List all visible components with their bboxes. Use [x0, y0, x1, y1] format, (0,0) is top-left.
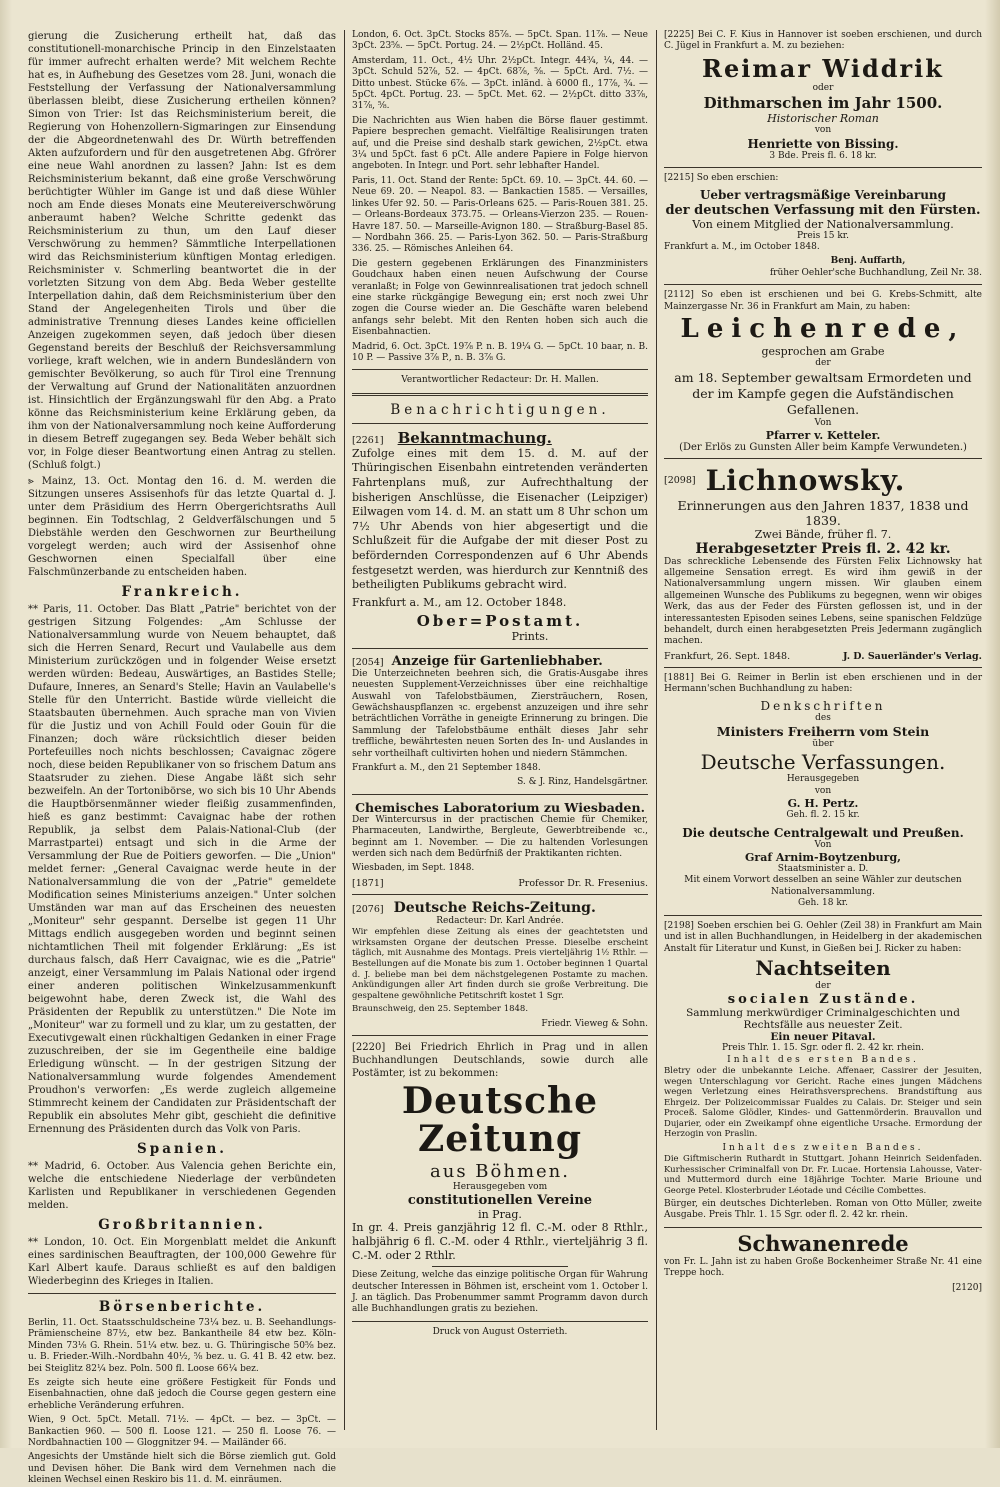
ad-vereinbarung	[664, 173, 982, 279]
ad-intro: [2215] So eben erschien:	[664, 173, 779, 184]
ad-title: Nachtseiten	[755, 955, 891, 980]
ad-line: gesprochen am Grabe	[761, 345, 885, 359]
ad-body: Das schreckliche Lebensende des Fürsten Felix Lichnowsky hat allgemeine Sensation erregt. Es wird ihm gewiß in der Nationalversammlung ungern missen. Wir glauben einem allgemeinen Wunsche des Publikums zu begegnen, wenn wir obiges Werk, das aus der Feder des Fürsten geflossen ist, und in der interessantesten Episoden seines Lebens, seine spanischen Feldzüge behandelt, durch einen herabgesetzten Preis Jedermann zugänglich machen.	[664, 556, 982, 647]
ad-nachtseiten	[664, 921, 982, 1222]
ad-author-2: Graf Arnim-Boytzenburg,	[745, 851, 901, 865]
section-heading-frankreich: Frankreich.	[121, 584, 243, 600]
ad-intro: [2198] Soeben erschien bei G. Oehler (Zeil 38) in Frankfurt am Main und ist in allen Buchhandlungen, in Heidelberg in der akademischen Anstalt für Literatur und Kunst, in Gießen bei J. Ricker zu haben:	[664, 920, 982, 954]
ad-number: [1871]	[352, 877, 384, 889]
ad-signature: S. & J. Rinz, Handelsgärtner.	[517, 777, 648, 788]
divider	[664, 915, 982, 916]
article-paris: ** Paris, 11. October. Das Blatt „Patrie" berichtet von der gestrigen Sitzung Folgendes: „Am Schlusse der Nationalversammlung wurde von Neuem behauptet, daß sich die Herren Senard, Recurt und Vaulabelle aus dem Ministerium zurückzögen und in folgender Weise ersetzt werden würden: Bedeau, Auswärtiges, an Bastides Stelle; Dufaure, Inneres, an Senard's Stelle; Havin an Vaulabelle's Stelle für den Unterricht. Bastide würde vielleicht die Staatsbauten übernehmen. Auch sprache man von Vivien für die Justiz und von Achill Fould oder Gouin für die Finanzen; doch wäre rücksichtlich dieser beiden Portefeuilles noch nichts beschlossen; Cavaignac zögere noch, diese beiden Republikaner von so frischem Datum ans Staatsruder zu ziehen. Diese Angabe läßt sich sehr bezweifeln. An der Tortonibörse, wo sich bis 10 Uhr Abends die Hauptbörsenmänner wieder fleißig zusammenfinden, hieß es ganz bestimmt: Cavaignac habe der rothen Republik, ja selbst dem Palais-National-Club (der Marrastpartei) entsagt und sich in die Arme der Versammlung der Rue de Poitiers geworfen. — Die „Union" meldet ferner: „General Cavaignac werde heute in der Nationalversammlung die von der „Patrie" gemeldete Modification seines Ministeriums anzeigen." Unter solchen Umständen war man auf das Erscheinen des neuesten „Moniteur" sehr gespannt. Derselbe ist gegen 11 Uhr Mittags endlich ausgegeben worden und beginnt seinen nichtamtlichen Theil mit folgender Erklärung: „Es ist durchaus falsch, daß Herr Cavaignac, wie es die „Patrie" anzeigt, einer Versammlung im Palais National oder irgend einer anderen politischen Winkelzusammenkunft beigewohnt habe, deren Zweck ist, die Wahl des Präsidenten der Republik zu unterstützen." Die Note im „Moniteur" war zu formell und zu klar, um zu gestatten, der Executivgewalt einen rückhaltigen Gedanken in einer Frage zuzuschreiben, der sie im Gegentheile eine baldige Erledigung wünscht. — In der gestrigen Sitzung der Nationalversammlung wurde folgendes Amendement Proudhon's verworfen: „Es werde zugleich allgemeine Stimmrecht keinem der Candidaten zur Präsidentschaft der Republik ein absolutes Mehr gibt, geschieht die definitive Ernennung des Präsidenten durch das Volk von Paris.	[28, 604, 336, 1135]
article-london: ** London, 10. Oct. Ein Morgenblatt meldet die Ankunft eines sardinischen Beauftragten, der 100,000 Gewehre für Karl Albert kaufe. Daraus schließt es auf den baldigen Wiederbeginn des Krieges in Italien.	[28, 1237, 336, 1287]
ad-lichnowsky	[664, 464, 982, 662]
column-middle	[352, 30, 648, 1430]
ad-date: Wiesbaden, im Sept. 1848.	[352, 863, 475, 874]
ad-denkschriften	[664, 673, 982, 910]
ad-title-2: Die deutsche Centralgewalt und Preußen.	[682, 825, 964, 840]
divider	[664, 284, 982, 285]
column-right	[664, 30, 982, 1430]
ad-line: Mit einem Vorwort desselben an seine Wähler zur deutschen Nationalversammlung.	[684, 875, 962, 897]
ad-heading: Anzeige für Gartenliebhaber.	[391, 653, 603, 669]
ad-subtitle: socialen Zustände.	[727, 992, 919, 1008]
ad-leichenrede	[664, 290, 982, 453]
ad-heading: Deutsche Reichs-Zeitung.	[393, 899, 596, 916]
ad-line: des	[815, 712, 831, 723]
ad-schwanenrede	[664, 1230, 982, 1294]
ad-number: [2261]	[352, 434, 384, 446]
ad-intro: [1881] Bei G. Reimer in Berlin ist eben erschienen und in der Hermann'schen Buchhandlung zu haben:	[664, 672, 982, 695]
report-berlin: Berlin, 11. Oct. Staatsschuldscheine 73¼ bez. u. B. Seehandlungs-Prämienscheine 87½, etw bez. Bankantheile 84 etw bez. Köln-Minden 73⅛ G. Rhein. 51¼ etw. bez. u. G. Thüringische 50⅝ bez. u. B. Frieder.-Wilh.-Nordbahn 40½, ⅝ bez. u. G. 41 B. 42 etw. bez. bei Steiglitz 82¼ bez. Poln. 500 fl. Loose 66¼ bez.	[28, 1318, 336, 1374]
divider	[352, 369, 648, 370]
ad-line: Ministers Freiherrn vom Stein	[716, 724, 930, 740]
ad-body: Bletry oder die unbekannte Leiche. Affenaer, Cassirer der Jesuiten, wegen Unterschlagung vor Gericht. Rache eines jungen Mädchens wegen Verletzung eines Heirathsversprechens. Brandstiftung aus Ehrgeiz. Der Polizeicommissar Fualdes zu Calais. Dr. Steiger und sein Proceß. Salome Glödler, Kindes- und Gattenmörderin. Brauvallon und Dujarier, oder ein Zweikampf ohne eigentliche Ursache. Ermordung der Herzogin von Praslin.	[664, 1066, 982, 1140]
ad-body-2: Die Giftmischerin Ruthardt in Stuttgart. Johann Heinrich Seidenfaden. Kurhessischer Criminalfall von Dr. Fr. Lucae. Hortensia Lahousse, Vater- und Muttermord durch eine 18jährige Tochter. Marie Brioune und George Petel. Klosterbruder Léotade und Cécilie Combettes.	[664, 1154, 982, 1196]
ad-genre: Historischer Roman	[767, 112, 879, 126]
ad-line: am 18. September gewaltsam Ermordeten und der im Kampfe gegen die Aufständischen Gefallenen.	[674, 369, 972, 417]
ad-note: (Der Erlös zu Gunsten Aller beim Kampfe Verwundeten.)	[679, 442, 967, 454]
ad-price: Geh. fl. 2. 15 kr.	[786, 810, 860, 821]
ad-heading: Bekanntmachung.	[397, 428, 552, 447]
divider	[352, 648, 648, 649]
ad-von: von	[814, 125, 832, 136]
ad-von: Von	[814, 417, 832, 428]
ad-date: Frankfurt, 26. Sept. 1848.	[664, 650, 791, 662]
ad-signer: Prints.	[511, 629, 549, 643]
ad-line: über	[812, 739, 834, 750]
article-madrid: ** Madrid, 6. October. Aus Valencia gehen Berichte ein, welche die entschiedene Niederlage der verbündeten Karlisten und Republikaner in verschiedenen Gegenden melden.	[28, 1161, 336, 1211]
divider	[664, 458, 982, 459]
ad-title-line2: aus Böhmen.	[430, 1160, 570, 1182]
divider	[28, 1293, 336, 1294]
ad-place: in Prag.	[478, 1208, 522, 1222]
ad-line: der	[815, 358, 831, 369]
ad-line: Staatsminister a. D.	[777, 864, 869, 875]
article-mainz: ⪢ Mainz, 13. Oct. Montag den 16. d. M. werden die Sitzungen unseres Assisenhofs für das letzte Quartal d. J. unter dem Präsidium des Herrn Obergerichtsraths Aull beginnen. Ein Todtschlag, 2 Geldverfälschungen und 5 Diebstähle werden den Geschwornen zur Beurtheilung vorgelegt werden; auch wird der Assisenhof ohne Geschwornen einen Specialfall über eine Falschmünzerbande zu entscheiden haben.	[28, 476, 336, 578]
divider	[664, 1227, 982, 1228]
section-heading-benachrichtigungen: Benachrichtigungen.	[390, 401, 610, 418]
double-divider	[352, 393, 648, 396]
ad-date: Frankfurt a. M., am 12. October 1848.	[352, 595, 567, 609]
ad-signature: Professor Dr. R. Fresenius.	[518, 877, 648, 889]
ad-title: Leichenrede,	[680, 314, 966, 345]
ad-signature: J. D. Sauerländer's Verlag.	[842, 650, 982, 662]
report-paris-note: Die gestern gegebenen Erklärungen des Finanzministers Goudchaux haben einen neuen Aufschwung der Course veranlaßt; in Folge von Gewinnrealisationen trat jedoch schnell eine starke rückgängige Bewegung ein; erst noch zwei Uhr zogen die Course wieder an. Die Geschäfte waren belebend anfangs sehr belebt. Mit den Renten hoben sich auch die Eisenbahnactien.	[352, 258, 648, 338]
ad-title: Schwanenrede	[737, 1230, 909, 1256]
ad-number: [2120]	[952, 1282, 982, 1293]
ad-heading: Inhalt des ersten Bandes.	[727, 1054, 919, 1065]
divider	[352, 894, 648, 895]
ad-signature: Friedr. Vieweg & Sohn.	[541, 1018, 648, 1029]
report-paris: Paris, 11. Oct. Stand der Rente: 5pCt. 69. 10. — 3pCt. 44. 60. — Neue 69. 20. — Neapol. 83. — Bankactien 1585. — Versailles, linkes Ufer 92. 50. — Paris-Orleans 625. — Paris-Rouen 381. 25. — Orleans-Bordeaux 373.75. — Orleans-Vierzon 235. — Rouen-Havre 187. 50. — Marseille-Avignon 180. — Straßburg-Basel 85. — Nordbahn 366. 25. — Paris-Lyon 362. 50. — Paris-Straßburg 336. 25. — Römisches Anleihen 64.	[352, 175, 648, 255]
ad-subtitle: Von einem Mitglied der Nationalversammlung.	[692, 217, 954, 231]
ad-signature: Benj. Auffarth,	[830, 256, 906, 267]
ad-intro: [2225] Bei C. F. Kius in Hannover ist soeben erschienen, und durch C. Jügel in Frankfurt a. M. zu beziehen:	[664, 30, 982, 52]
ad-title: Denkschriften	[760, 698, 886, 713]
ad-body: Zufolge eines mit dem 15. d. M. auf der Thüringischen Eisenbahn eintretenden veränderten Fahrtenplans muß, zur Aufrechthaltung der bisherigen Anschlüsse, die Eisenacher (Leipziger) Eilwagen vom 14. d. M. an statt um 8 Uhr schon um 7½ Uhr Abends von hier abgesertigt und die Schlußzeit für die Aufgabe der mit dieser Post zu befördernden Correspondenzen auf 6 Uhr Abends festgesetzt werden, was hierdurch zur Kenntniß des betheiligten Publikums gebracht wird.	[352, 446, 648, 592]
ad-title-line2: der deutschen Verfassung mit den Fürsten.	[665, 202, 981, 218]
column-left	[28, 30, 336, 1486]
divider	[352, 423, 648, 424]
ad-intro: [2220] Bei Friedrich Ehrlich in Prag und in allen Buchhandlungen Deutschlands, sowie durch alle Postämter, ist zu bekommen:	[352, 1042, 648, 1080]
ad-laboratorium	[352, 800, 648, 889]
ad-price: In gr. 4. Preis ganzjährig 12 fl. C.-M. oder 8 Rthlr., halbjährig 6 fl. C.-M. oder 4 Rthlr., vierteljährig 3 fl. C.-M. oder 2 Rthlr.	[352, 1221, 648, 1263]
ad-price: Preis 15 kr.	[797, 230, 849, 241]
ad-signature-line2: früher Oehler'sche Buchhandlung, Zeil Nr. 38.	[769, 267, 982, 278]
ad-date: Braunschweig, den 25. September 1848.	[352, 1004, 529, 1015]
ad-heading-2: Inhalt des zweiten Bandes.	[722, 1142, 924, 1153]
ad-line: Ein neuer Pitaval.	[770, 1031, 876, 1044]
ad-number: [2054]	[352, 656, 384, 668]
column-rule-2	[656, 30, 657, 1430]
ad-line: Von	[814, 839, 832, 850]
ad-line: Herausgegeben	[786, 774, 860, 785]
ad-line: der	[815, 980, 831, 991]
ad-price: Preis Thlr. 1. 15. Sgr. oder fl. 2. 42 kr. rhein.	[722, 1043, 924, 1054]
ad-subtitle: Erinnerungen aus den Jahren 1837, 1838 und 1839.	[677, 497, 969, 528]
report-madrid: Madrid, 6. Oct. 3pCt. 19⅞ P. n. B. 19¼ G. — 5pCt. 10 baar, n. B. 10 P. — Passive 3⅞ P., n. B. 3⅞ G.	[352, 341, 648, 363]
ad-subtitle: Herausgegeben vom	[452, 1181, 548, 1192]
ad-date: Frankfurt a. M., im October 1848.	[664, 242, 820, 253]
report-berlin-note: Es zeigte sich heute eine größere Festigkeit für Fonds und Eisenbahnactien, ohne daß jedoch die Course gegen gestern eine erhebliche Veränderung erfuhren.	[28, 1378, 336, 1411]
divider	[664, 167, 982, 168]
report-wien-note: Angesichts der Umstände hielt sich die Börse ziemlich gut. Gold und Devisen höher. Die Bank wird dem Vernehmen nach die kleinen Wechsel einen Reskiro bis 11. d. M. einräumen.	[28, 1452, 336, 1486]
ad-price-2: Geh. 18 kr.	[798, 898, 848, 909]
ad-body-3: Bürger, ein deutsches Dichterleben. Roman von Otto Müller, zweite Ausgabe. Preis Thlr. 1. 15 Sgr. oder fl. 2. 42 kr. rhein.	[664, 1199, 982, 1221]
divider	[352, 1035, 648, 1036]
ad-title: Lichnowsky.	[705, 464, 906, 498]
ad-subheading: Redacteur: Dr. Karl Andrée.	[436, 915, 564, 926]
ad-price: Herabgesetzter Preis fl. 2. 42 kr.	[695, 540, 951, 557]
column-rule-1	[344, 30, 345, 1430]
ad-bekanntmachung	[352, 429, 648, 643]
ad-gartenliebhaber	[352, 654, 648, 789]
ad-title: Reimar Widdrik	[702, 53, 944, 83]
divider	[432, 1266, 568, 1267]
ad-deutsche-zeitung-boehmen	[352, 1041, 648, 1316]
report-london: London, 6. Oct. 3pCt. Stocks 85⅞. — 5pCt. Span. 11⅞. — Neue 3pCt. 23⅝. — 5pCt. Portug. 24. — 2½pCt. Holländ. 45.	[352, 30, 648, 52]
responsible-editor: Verantwortlicher Redacteur: Dr. H. Mallen.	[401, 375, 599, 386]
ad-author: Pfarrer v. Ketteler.	[765, 429, 881, 443]
printer-line: Druck von August Osterrieth.	[432, 1326, 568, 1337]
article-interpellations: gierung die Zusicherung ertheilt hat, daß das constitutionell-monarchische Princip in den Einzelstaaten für immer aufrecht erhalten werde? Mit welchem Rechte hat es, in Aufhebung des Gesetzes vom 28. Juni, wonach die Feststellung der Verfassung der Nationalversammlung überlassen bleibt, diese Zusicherung ertheilen können? Simon von Trier: Ist das Reichsministerium bereit, die Regierung von Hohenzollern-Sigmaringen zur Einsendung der die Abgeordnetenwahl des Dr. Würth betreffenden Akten aufzufordern und für den ausgetretenen Abg. Gfrörer eine neue Wahl anordnen zu lassen? Jahn: Ist es dem Reichsministerium bekannt, daß eine große Verschwörung berüchtigter Wühler im Gange ist und daß diese Wühler noch am Ende dieses Monats eine Meutereiverschwörung anberaumt haben? Welche Schritte gedenkt das Reichsministerium zu thun, um den Lauf dieser Verschwörung zu hemmen? Sämmtliche Interpellationen wird das Reichsministerium künftigen Montag erledigen. Reichsminister v. Schmerling beantwortet die in der vorletzten Sitzung von dem Abg. Beda Weber gestellte Interpellation dahin, daß dem Reichsministerium über den Stand der Angelegenheiten Tirols und über die administrative Trennung dieses Landes keine officiellen Anzeigen zugekommen seyen, daß jedoch über diesen Gegenstand bereits der Beschluß der Reichsversammlung vorliege, kraft welchen, wie in andern Bundesländern von gemischter Bevölkerung, so auch für Tirol eine Trennung der Verwaltung auf Grund der Nationalitäten anzuordnen ist. Hinsichtlich der Ergänzungswahl für den Abg. a Prato könne das Reichsministerium keine Erklärung geben, da ihm von der Nationalversammlung noch keine Aufforderung in diesem Betreff zugegangen sey. Beda Weber behält sich vor, in Folge dieser Beantwortung einen Antrag zu stellen. (Schluß folgt.)	[28, 31, 336, 471]
section-heading-boersenberichte: Börsenberichte.	[98, 1299, 266, 1315]
ad-body: Die Unterzeichneten beehren sich, die Gratis-Ausgabe ihres neuesten Supplement-Verzeichnisses über eine reichhaltige Auswahl von Tafelobstbäumen, Ziersträuchern, Rosen, Gewächshauspflanzen ꝛc. ergebenst anzuzeigen und ihre sehr beträchtlichen Vorräthe in geneigte Erinnerung zu bringen. Die Sammlung der Tafelobstbäume enthält dieses Jahr sehr treffliche, bewährtesten neuen Sorten des In- und Auslandes in sehr vortheilhaft cultivirten hohen und niedern Stämmchen.	[352, 668, 648, 759]
ad-author: G. H. Pertz.	[787, 797, 859, 811]
ad-reichs-zeitung	[352, 900, 648, 1030]
ad-body: Wir empfehlen diese Zeitung als eines der geachtetsten und wirksamsten Organe der deutschen Presse. Dieselbe erscheint täglich, mit Ausnahme des Montags. Preis vierteljährig 1½ Rthlr. — Bestellungen auf die Monate bis zum 1. October beginnen 1 Quartal d. J. beliebe man bei dem nächstgelegenen Postamte zu machen. Ankündigungen aller Art finden durch sie große Verbreitung. Die gespaltene gewöhnliche Petitschrift kostet 1 Sgr.	[352, 927, 648, 1001]
divider	[352, 1321, 648, 1322]
ad-price: 3 Bde. Preis fl. 6. 18 kr.	[769, 150, 877, 161]
report-wien: Wien, 9 Oct. 5pCt. Metall. 71½. — 4pCt. — bez. — 3pCt. — Bankactien 960. — 500 fl. Loose 121. — 250 fl. Loose 76. — Nordbahnactien 100 — Gloggnitzer 94. — Mailänder 66.	[28, 1415, 336, 1449]
ad-signature: Ober=Postamt.	[416, 611, 584, 630]
ad-author: Henriette von Bissing.	[747, 136, 899, 151]
ad-line: Sammlung merkwürdiger Criminalgeschichten und Rechtsfälle aus neuester Zeit.	[686, 1007, 960, 1032]
ad-volumes: Zwei Bände, früher fl. 7.	[754, 527, 892, 541]
divider	[664, 667, 982, 668]
ad-subtitle: Dithmarschen im Jahr 1500.	[703, 94, 943, 113]
section-heading-spanien: Spanien.	[137, 1141, 227, 1157]
ad-line: von	[814, 785, 832, 796]
ad-title: Deutsche Zeitung	[401, 1080, 599, 1160]
ad-title: Ueber vertragsmäßige Vereinbarung	[699, 187, 947, 202]
ad-oder: oder	[812, 83, 834, 93]
ad-subtitle: Deutsche Verfassungen.	[700, 750, 946, 775]
ad-number: [2076]	[352, 903, 384, 915]
ad-date: Frankfurt a. M., den 21 September 1848.	[352, 762, 541, 773]
ad-body: von Fr. L. Jahn ist zu haben Große Bockenheimer Straße Nr. 41 eine Treppe hoch.	[664, 1256, 982, 1279]
ad-heading: Chemisches Laboratorium zu Wiesbaden.	[355, 799, 645, 815]
ad-body: Diese Zeitung, welche das einzige politische Organ für Wahrung deutscher Interessen in Böhmen ist, erscheint vom 1. October l. J. an täglich. Das Probenummer sammt Programm davon durch alle Buchhandlungen gratis zu beziehen.	[352, 1270, 648, 1315]
report-amsterdam-note: Die Nachrichten aus Wien haben die Börse flauer gestimmt. Papiere besprechen gemacht. Vielfältige Realisirungen traten auf, und die Preise sind deshalb stark gewichen, 2½pCt. etwa 3¼ und 5pCt. fast 6 pCt. Alle andere Papiere in Folge hiervon angeboten. In Integr. und Port. sehr lebhafter Handel.	[352, 115, 648, 172]
ad-publisher: constitutionellen Vereine	[407, 1193, 593, 1209]
divider	[352, 794, 648, 795]
section-heading-grossbritannien: Großbritannien.	[98, 1217, 266, 1233]
report-amsterdam: Amsterdam, 11. Oct., 4½ Uhr. 2½pCt. Integr. 44¾, ¼, 44. — 3pCt. Schuld 52⅞, 52. — 4pCt. 68⅞, ⅝. — 5pCt. Ard. 7½. — Ditto unbest. Stücke 6⅞. — 3pCt. inländ. à 6000 fl., 17⅞, ¾. — 5pCt. 4pCt. Portug. 23. — 5pCt. Met. 62. — 2½pCt. ditto 33⅞, 31⅞, ⅝.	[352, 55, 648, 112]
ad-body: Der Wintercursus in der practischen Chemie für Chemiker, Pharmaceuten, Landwirthe, Bergleute, Gewerbtreibende ꝛc., beginnt am 1. November. — Die zu haltenden Vorlesungen werden sich nach dem Bedürfniß der Praktikanten richten.	[352, 814, 648, 859]
ad-intro: [2112] So eben ist erschienen und bei G. Krebs-Schmitt, alte Mainzergasse Nr. 36 in Frankfurt am Main, zu haben:	[664, 290, 982, 312]
ad-reimar-widdrik	[664, 30, 982, 162]
ad-number: [2098]	[664, 475, 696, 487]
